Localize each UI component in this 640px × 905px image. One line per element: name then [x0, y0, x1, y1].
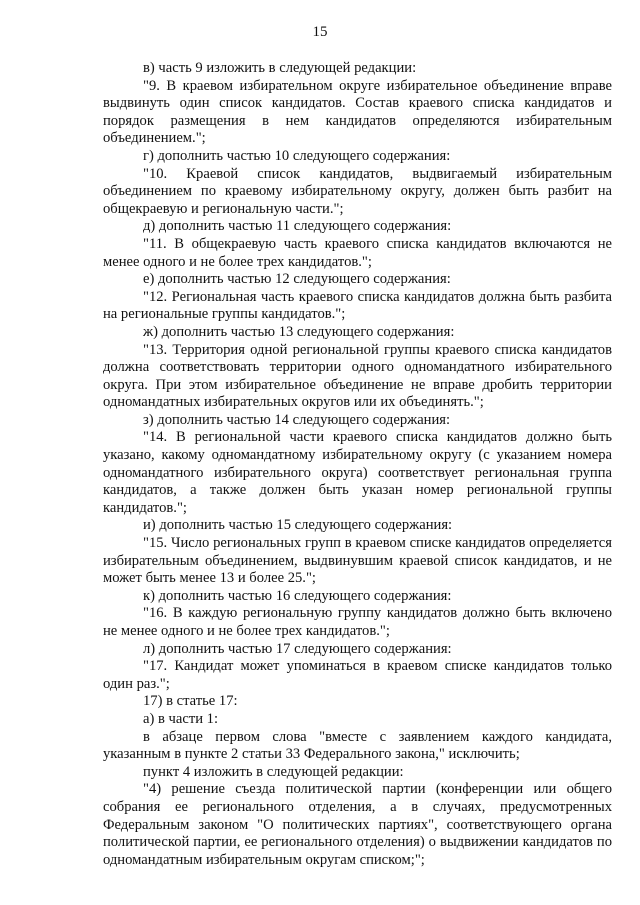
paragraph: ж) дополнить частью 13 следующего содержания: — [143, 323, 455, 340]
paragraph: "15. Число региональных групп в краевом списке кандидатов определяется избирательным объединением, выдвинувшим краевой список кандидатов, и не может быть менее 13 и более 25."; — [103, 535, 612, 587]
paragraph: 17) в статье 17: — [143, 693, 238, 710]
paragraph: д) дополнить частью 11 следующего содержания: — [143, 218, 452, 235]
paragraph: л) дополнить частью 17 следующего содержания: — [143, 640, 452, 657]
paragraph: пункт 4 изложить в следующей редакции: — [143, 763, 404, 780]
paragraph: з) дополнить частью 14 следующего содержания: — [143, 411, 451, 428]
paragraph: в абзаце первом слова "вместе с заявлением каждого кандидата, указанным в пункте 2 статьи 33 Федерального закона," исключить; — [103, 728, 612, 763]
page-number: 15 — [312, 24, 328, 40]
paragraph: к) дополнить частью 16 следующего содержания: — [143, 587, 452, 604]
paragraph: в) часть 9 изложить в следующей редакции: — [143, 60, 417, 76]
paragraph: и) дополнить частью 15 следующего содержания: — [143, 517, 453, 534]
paragraph: "10. Краевой список кандидатов, выдвигаемый избирательным объединением по краевому избирательному округу, должен быть разбит на общекраевую и региональную части."; — [103, 165, 612, 217]
paragraph: "9. В краевом избирательном округе избирательное объединение вправе выдвинуть один список кандидатов. Состав краевого списка кандидатов и порядок размещения в нем кандидатов определяются избирательным объединением."; — [103, 77, 612, 147]
paragraph: "12. Региональная часть краевого списка кандидатов должна быть разбита на региональные группы кандидатов."; — [103, 288, 612, 323]
paragraph: "13. Территория одной региональной группы краевого списка кандидатов должна соответствовать территории одного одномандатного избирательного округа. При этом избирательное объединение не вправе дробить территории одномандатных избирательных округов или их объединять."; — [103, 341, 612, 411]
paragraph: "14. В региональной части краевого списка кандидатов должно быть указано, какому одномандатному избирательному округу (с указанием номера одномандатного избирательного округа) соответствует региональная группа кандидатов, а также должен быть указан номер региональной группы кандидатов."; — [103, 429, 612, 516]
paragraph: "17. Кандидат может упоминаться в краевом списке кандидатов только один раз."; — [103, 658, 612, 692]
paragraph: "16. В каждую региональную группу кандидатов должно быть включено не менее одного и не более трех кандидатов."; — [103, 605, 612, 639]
paragraph: "11. В общекраевую часть краевого списка кандидатов включаются не менее одного и не более трех кандидатов."; — [103, 235, 612, 270]
paragraph: е) дополнить частью 12 следующего содержания: — [143, 271, 451, 288]
document-body — [103, 60, 612, 869]
paragraph: а) в части 1: — [143, 710, 219, 727]
paragraph: "4) решение съезда политической партии (конференции или общего собрания ее регионального отделения, а в случаях, предусмотренных Федеральным законом "О политических партиях", соответствующего органа политической партии, ее регионального отделения) о выдвижении кандидатов по одномандатным избирательным округам списком;"; — [103, 781, 612, 868]
paragraph: г) дополнить частью 10 следующего содержания: — [143, 147, 451, 164]
